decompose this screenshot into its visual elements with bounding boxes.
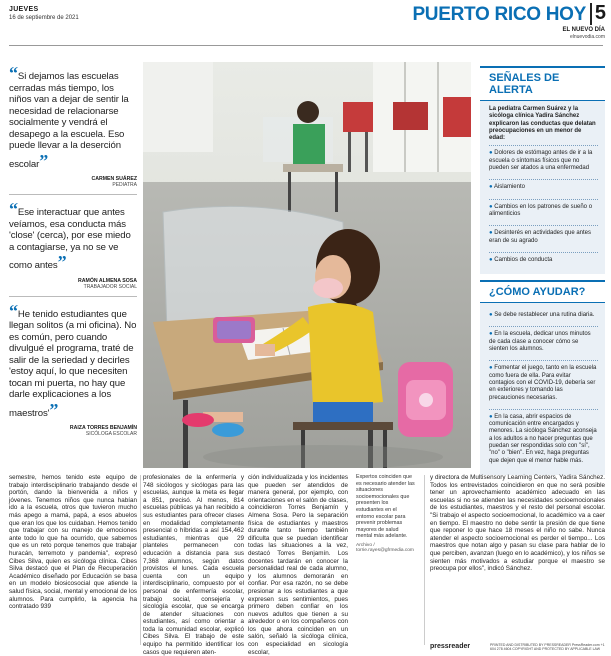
photo-caption-text: Expertos coinciden que es necesario atender las situaciones socioemocionales que presenten los estudiantes en el entorno escolar para prevenir problemas mayores de salud mental más adelante. <box>356 474 415 540</box>
help-box <box>480 303 605 475</box>
quote-mark-icon: “ <box>9 199 18 219</box>
help-item-text: En la escuela, dedicar unos minutos de cada clase a conocer cómo se sienten los alumnos. <box>489 331 591 353</box>
quote-mark-icon: “ <box>9 63 18 83</box>
alert-item-text: Dolores de estómago antes de ir a la escuela o síntomas físicos que no pueden ser atados a una enfermedad <box>489 150 593 172</box>
quote-block <box>9 200 137 290</box>
alert-item <box>489 145 598 176</box>
quote-mark-icon: “ <box>9 300 18 321</box>
help-item-text: Se debe restablecer una rutina diaria. <box>494 312 595 319</box>
quote-mark-icon: ” <box>57 252 67 272</box>
brand-website: elnuevodia.com <box>569 34 605 40</box>
article-column-2: profesionales de la enfermería y 748 sicólogos y sicólogas para las escuelas, aunque la meta es llegar a 851, precisó. Al menos, 814 escuelas públicas ya han recibido a sus estudiantes para ofrecer clases en modalidad completamente presencial o híbridas a así 154,462 estudiantes, mientras que 29 planteles permanecen con educación a distancia para sus 7,368 alumnos, según datos provistos el lunes. Cada escuela cuenta con un equipo interdisciplinario, compuesto por el personal de enfermería escolar, trabajo social, consejería y sicología escolar, que se encarga de atender situaciones con estudiantes, así como orientar a toda la comunidad escolar, explicó Cibes Silva. El trabajo de este equipo ha permitido identificar los casos que requieren aten- <box>143 474 244 656</box>
alert-item-text: Cambios de conducta <box>494 256 553 263</box>
quote-author: CARMEN SUÁREZ <box>91 176 137 182</box>
quote-body: Si dejamos las escuelas cerradas más tiempo, los niños van a dejar de sentir la necesidad de relacionarse socialmente y vendrá el desapego a la escuela. Eso puede llevar a la deserción escolar <box>9 71 129 170</box>
alert-item <box>489 225 598 249</box>
header-divider <box>590 3 592 25</box>
help-item <box>489 308 598 323</box>
divider <box>9 194 137 195</box>
alert-item-text: Desinterés en actividades que antes eran de su agrado <box>489 230 592 244</box>
photo-credit: Archivo / torrie.rayes@gfrmedia.com <box>356 542 414 553</box>
alert-item <box>489 199 598 223</box>
divider <box>9 296 137 297</box>
quote-role: PEDIATRA <box>112 182 137 188</box>
quote-author: RAIZA TORRES BENJAMÍN <box>69 425 137 431</box>
pressreader-logo: pressreader <box>430 643 471 650</box>
header-rule <box>9 45 603 46</box>
bullet-icon: ● <box>489 256 495 263</box>
alert-title: SEÑALES DE ALERTA <box>480 66 605 101</box>
alert-item-text: Aislamiento <box>493 184 525 191</box>
bullet-icon: ● <box>489 365 495 372</box>
quote-role: TRABAJADOR SOCIAL <box>83 283 137 290</box>
article-column-3: ción individualizada y los incidentes que pueden ser atendidos de manera general, por ejemplo, con orientaciones en el salón de clases, coincidieron Torres Benjamín y Almena Sosa. Pero la separación física de estudiantes y maestros durante tanto tiempo también dificulta que se puedan identificar todas las situaciones a la vez, destacó Torres Benjamín. Los docentes tardarán en conocer la personalidad real de cada alumno, y los alumnos demorarán en confiar. Por esa razón, no se debe presionar a los estudiantes a que expresen sus sentimientos, pues primero deben confiar en los nuevos adultos que tienen a su alrededor o en los compañeros con los que ahora coinciden en un salón, señaló la sicóloga clínica, con especialidad en sicología escolar, <box>248 474 348 656</box>
bullet-icon: ● <box>489 184 494 191</box>
quote-block <box>9 64 137 188</box>
quote-text <box>9 64 137 170</box>
classroom-photo <box>143 62 471 468</box>
bullet-icon: ● <box>489 150 495 157</box>
bullet-icon: ● <box>489 413 495 420</box>
alert-item <box>489 179 598 195</box>
quote-author: RAMÓN ALMENA SOSA <box>78 277 137 284</box>
section-title: PUERTO RICO HOY <box>412 4 586 25</box>
pressreader-note: PRINTED AND DISTRIBUTED BY PRESSREADER PressReader.com +1 604 278 4604 COPYRIGHT AND PROTECTED BY APPLICABLE LAW <box>490 643 605 651</box>
help-title: ¿CÓMO AYUDAR? <box>480 280 605 303</box>
page-day: JUEVES <box>9 6 39 13</box>
quote-text <box>9 302 137 420</box>
page-number: 5 <box>594 2 606 24</box>
quote-body: He tenido estudiantes que llegan solitos (a mi oficina). No es común, pero cuando divulgué el programa, traté de salir de la seriedad y decirles 'estoy aquí, lo que necesiten tocan mi puerta, no hay que darle explicaciones a los maestros' <box>9 308 137 419</box>
brand-name: EL NUEVO DÍA <box>562 27 605 33</box>
page-date: 16 de septiembre de 2021 <box>9 15 79 21</box>
help-item <box>489 326 598 357</box>
alert-item <box>489 252 598 268</box>
alert-item-text: Cambios en los patrones de sueño o alimenticios <box>489 203 593 217</box>
bullet-icon: ● <box>489 203 495 210</box>
photo-caption <box>356 474 416 553</box>
quote-mark-icon: ” <box>39 150 49 171</box>
bullet-icon: ● <box>489 312 495 319</box>
article-column-4: y directora de Multisensory Learning Centers, Yadira Sánchez. Todos los entrevistados coincidieron en que no será posible tener un aprovechamiento académico adecuado en las escuelas si no se atienden las necesidades socioemocionales de los estudiantes, maestros y el resto del personal escolar. "Si trabajo el aspecto socioemocional, lo académico va a caer en tiempo. El maestro no debe sentir la presión de que tiene que reponer lo que hace 18 meses el niño no sabe. Nunca atender el aspecto socioemocional es perder el tiempo... Los maestros que notan algo y pasan su clase para hablar de lo que perciben, avanzan (luego en lo académico), y los niños se sienten más motivados a estudiar porque el maestro se preocupa por ellos", indicó Sánchez. <box>430 474 605 573</box>
quote-mark-icon: ” <box>49 399 59 420</box>
quote-role: SICÓLOGA ESCOLAR <box>85 431 137 437</box>
bullet-icon: ● <box>489 331 495 338</box>
pressreader-bar <box>430 641 605 652</box>
quotes-column <box>9 62 137 437</box>
help-item <box>489 409 598 469</box>
bullet-icon: ● <box>489 230 495 237</box>
help-item-text: Fomentar el juego, tanto en la escuela como fuera de ella. Para evitar contagios con el COVID-19, debería ser en exteriores y tomando las precauciones necesarias. <box>489 365 597 401</box>
sidebar <box>480 66 605 475</box>
quote-body: Ese interactuar que antes veíamos, esa conducta más 'close' (cerca), por ese miedo a contagiarse, ya no se ve como antes <box>9 207 131 271</box>
quote-block <box>9 302 137 438</box>
column-divider <box>424 475 425 645</box>
alert-intro: La pediatra Carmen Suárez y la sicóloga clínica Yadira Sánchez explicaron las conductas que delatan preocupaciones en un menor de edad: <box>489 106 596 142</box>
column-divider <box>140 475 141 645</box>
help-item <box>489 360 598 405</box>
classroom-illustration <box>143 62 471 468</box>
article-column-1: semestre, hemos tenido este equipo de trabajo interdisciplinario trabajando desde el portón, dando la bienvenida a niños y jóvenes. Tenemos niños que nunca habían ido a la escuela, otros que tuvieron mucho más apego a mamá, papá, a esos abuelos que eran los que los cuidaban. Hemos tenido que trabajar con su manejo de emociones ante todo lo que ha ocurrido, que sabemos que es un reto porque tenemos que trabajar huracán, terremoto y pandemia", expresó Cibes Silva, quien es sicóloga clínica. Cibes Silva destacó que el Plan de Recuperación Académico diseñado por Educación se basa en un modelo biosicosocial que atiende la salud física, social, mental y emocional de los alumnos. Para cumplirlo, la agencia ha contratado 939 <box>9 474 137 611</box>
alert-box <box>480 101 605 274</box>
quote-text <box>9 200 137 272</box>
help-item-text: En la casa, abrir espacios de comunicación entre encargados y menores. La sicóloga Sánchez aconseja a los adultos a no hacer preguntas que puedan ser respondidas solo con "sí", "no" o "bien". En vez, haga preguntas que dejen que el menor hable más. <box>489 413 597 464</box>
